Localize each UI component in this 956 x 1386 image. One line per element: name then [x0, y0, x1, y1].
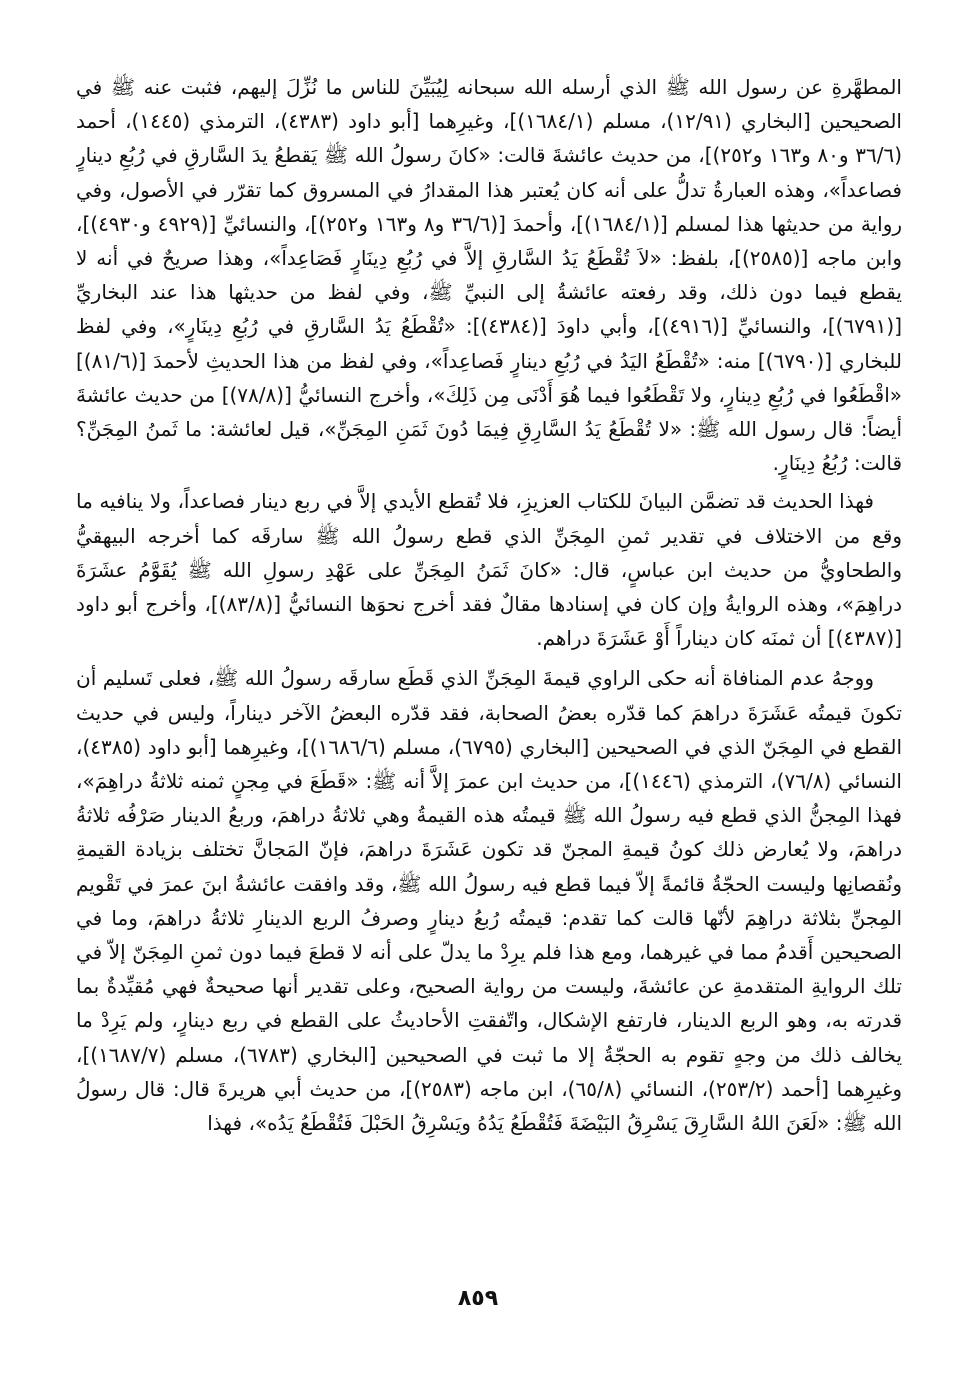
- document-page: [76, 70, 902, 1330]
- paragraph-2: فهذا الحديث قد تضمَّن البيانَ للكتاب العزيزِ، فلا تُقطع الأيدي إلاَّ في ربع دينار فصاعداً، ولا ينافيه ما وقع من الاختلاف في تقدير ثمنِ المِجَنِّ الذي قطع رسولُ الله ﷺ سارقَه كما أخرجه البيهقيُّ والطحاويُّ من حديث ابن عباسٍ، قال: «كانَ ثَمَنُ المِجَنِّ على عَهْدِ رسولِ الله ﷺ يُقَوَّمُ عشَرَةَ دراهِمَ»، وهذه الروايةُ وإن كان في إسنادها مقالٌ فقد أخرج نحوَها النسائيُّ [(٨٣/٨)]، وأخرج أبو داود [(٤٣٨٧)] أن ثمنَه كان ديناراً أَوْ عَشَرَةَ دراهم.: [76, 489, 902, 651]
- paragraph-3: ووجهُ عدم المنافاة أنه حكى الراوي قيمةَ المِجَنِّ الذي قَطَع سارقَه رسولُ الله ﷺ، فعلى تَسليم أن تكونَ قيمتُه عَشَرَةَ دراهمَ كما قدّره بعضُ الصحابة، فقد قدّره البعضُ الآخر ديناراً، وليس في حديث القطع في المِجَنّ الذي في الصحيحين [البخاري (٦٧٩٥)، مسلم (١٦٨٦/٦)]، وغيرِهما [أبو داود (٤٣٨٥)، النسائي (٧٦/٨)، الترمذي (١٤٤٦)]، من حديث ابن عمرَ إلاَّ أنه ﷺ: «قَطَعَ في مِجنٍ ثمنه ثلاثةُ دراهِمَ»، فهذا المِجنُّ الذي قطع فيه رسولُ الله ﷺ قيمتُه هذه القيمةُ وهي ثلاثةُ دراهمَ، وربعُ الدينار صَرْفُه ثلاثةُ دراهمَ، ولا يُعارض ذلك كونُ قيمةِ المجنّ قد تكون عَشَرَةَ دراهمَ، فإنّ المَجانَّ تختلف بزيادة القيمةِ ونُقصانِها وليست الحجّةُ قائمةً إلاّ فيما قطع فيه رسولُ الله ﷺ، وقد وافقت عائشةُ ابنَ عمرَ في تَقْويم المِجنِّ بثلاثة دراهِمَ لأنّها قالت كما تقدم: قيمتُه رُبعُ دينارٍ وصرفُ الربع الدينارِ ثلاثةُ دراهمَ، وما في الصحيحين أَقدمُ مما في غيرهما، ومع هذا فلم يرِدْ ما يدلّ على أنه لا قطعَ فيما دون ثمنِ المِجَنّ إلاّ في تلك الروايةِ المتقدمةِ عن عائشةَ، وليست من رواية الصحيح، وعلى تقدير أنها صحيحةٌ فهي مُقيِّدةٌ بما قدرته به، وهو الربع الدينار، فارتفع الإشكال، واتّفقتِ الأحاديثُ على القطع في ربع دينارٍ، ولم يَرِدْ ما يخالف ذلك من وجهٍ تقوم به الحجّةُ إلا ما ثبت في الصحيحين [البخاري (٦٧٨٣)، مسلم (١٦٨٧/٧)]، وغيرِهما [أحمد (٢٥٣/٢)، النسائي (٦٥/٨)، ابن ماجه (٢٥٨٣)]، من حديث أبي هريرةَ قال: قال رسولُ الله ﷺ: «لَعَنَ اللهُ السَّارِقَ يَسْرِقُ البَيْضَةَ فَتُقْطَعُ يَدُهُ ويَسْرِقُ الحَبْلَ فَتُقْطَعُ يَدُه»، فهذا: [76, 666, 902, 1136]
- paragraph-1: المطهَّرةِ عن رسول الله ﷺ الذي أرسله الله سبحانه لِيُبَيِّنَ للناس ما نُزِّلَ إليهم، فثبت عنه ﷺ في الصحيحين [البخاري (١٢/٩١)، مسلم (١٦٨٤/١)]، وغيرِهما [أبو داود (٤٣٨٣)، الترمذي (١٤٤٥)، أحمد (٣٦/٦ و٨٠ و١٦٣ و٢٥٢)]، من حديث عائشةَ قالت: «كانَ رسولُ الله ﷺ يَقطعُ يدَ السَّارقِ في رُبُعِ دينارٍ فصاعداً»، وهذه العبارةُ تدلُّ على أنه كان يُعتبر هذا المقدارُ في المسروق كما تقرّر في الأصول، وفي رواية من حديثها هذا لمسلم [(١٦٨٤/١)]، وأحمدَ [(٣٦/٦ و٨ و١٦٣ و٢٥٢)]، والنسائيِّ [(٤٩٢٩ و٤٩٣٠)]، وابن ماجه [(٢٥٨٥)]، بلفظ: «لاَ تُقْطَعُ يَدُ السَّارقِ إلاَّ في رُبُعِ دِينَارٍ فَصَاعِداً»، وهذا صريحٌ في أنه لا يقطع فيما دون ذلك، وقد رفعته عائشةُ إلى النبيِّ ﷺ، وفي لفظ من حديثها هذا عند البخاريِّ [(٦٧٩١)]، والنسائيِّ [(٤٩١٦)]، وأبي داودَ [(٤٣٨٤)]: «تُقْطَعُ يَدُ السَّارقِ في رُبُعِ دِينَارٍ»، وفي لفظ للبخاري [(٦٧٩٠)] منه: «تُقْطَعُ اليَدُ في رُبُعِ دينارٍ فَصاعِداً»، وفي لفظ من هذا الحديثِ لأحمدَ [(٨١/٦)] «اقْطَعُوا في رُبُعِ دِينارٍ، ولا تَقْطَعُوا فيما هُوَ أَدْنَى مِن ذَلِكَ»، وأخرج النسائيُّ [(٧٨/٨)] من حديث عائشةَ أيضاً: قال رسول الله ﷺ: «لا تُقْطَعُ يَدُ السَّارِقِ فِيمَا دُونَ ثَمَنِ المِجَنِّ»، قيل لعائشة: ما ثَمنُ المِجَنِّ؟ قالت: رُبُعُ دِينَارٍ.: [76, 75, 902, 476]
- page-number: ٨٥٩: [457, 1286, 499, 1311]
